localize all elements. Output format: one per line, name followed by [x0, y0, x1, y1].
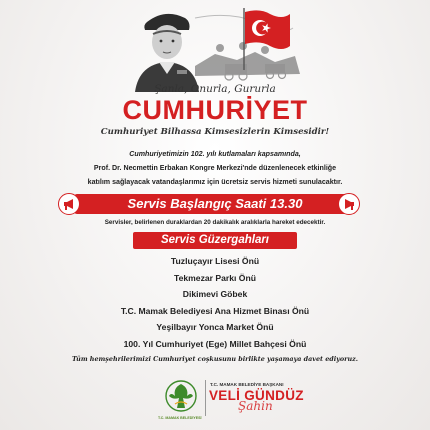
intro-text [40, 147, 390, 189]
slogan: Şanla, Onurla, Gururla [154, 83, 276, 95]
footer-divider [205, 380, 206, 416]
invitation-text: Tüm hemşehrilerimizi Cumhuriyet coşkusunu birlikte yaşamaya davet ediyoruz. [72, 355, 358, 363]
mamak-logo-icon [163, 378, 199, 418]
mayor-title: T.C. MAMAK BELEDİYE BAŞKANI [210, 382, 284, 387]
route-stop: 100. Yıl Cumhuriyet (Ege) Millet Bahçesi Önü [123, 338, 307, 349]
interval-note: Servisler, belirlenen duraklardan 20 dakikalık aralıklarla hareket edecektir. [104, 219, 326, 226]
route-stop: Tekmezar Parkı Önü [174, 272, 256, 283]
mayor-signature: Şahin [238, 399, 273, 413]
route-stop-list [0, 256, 430, 356]
intro-line-2: Prof. Dr. Necmettin Erbakan Kongre Merkezi'nde düzenlenecek etkinliğe [93, 164, 337, 172]
turkish-flag-icon [240, 6, 292, 70]
intro-line-1: Cumhuriyetimizin 102. yılı kutlamaları kapsamında, [129, 150, 301, 158]
route-stop: T.C. Mamak Belediyesi Ana Hizmet Binası Önü [120, 305, 310, 316]
start-time-label: Servis Başlangıç Saati 13.30 [127, 196, 303, 211]
page-title: CUMHURİYET [122, 95, 308, 125]
route-stop: Tuzluçayır Lisesi Önü [170, 256, 260, 266]
mayor-name: VELİ GÜNDÜZ [209, 388, 304, 403]
route-stop: Yeşilbayır Yonca Market Önü [156, 322, 274, 333]
motto: Cumhuriyet Bilhassa Kimsesizlerin Kimsesidir! [100, 127, 330, 137]
logo-caption: T.C. MAMAK BELEDİYESİ [158, 416, 202, 420]
intro-line-3: katılım sağlayacak vatandaşlarımız için ücretsiz servis hizmeti sunulacaktır. [87, 178, 343, 186]
routes-title: Servis Güzergahları [160, 234, 270, 246]
route-stop: Dikimevi Göbek [182, 289, 248, 300]
